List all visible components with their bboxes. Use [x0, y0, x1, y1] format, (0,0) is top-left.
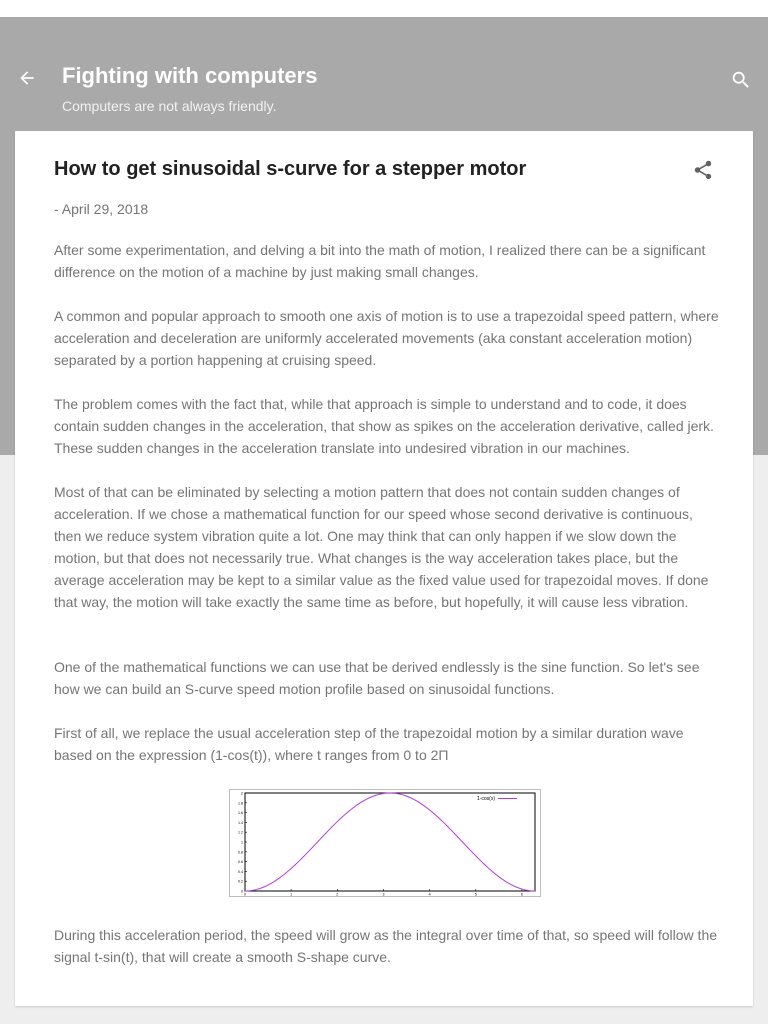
post-paragraph-6: First of all, we replace the usual acceleration step of the trapezoidal motion by a similar duration wave based on the expression (1-cos(t)), where t ranges from 0 to 2Π: [54, 725, 684, 763]
x-tick-label: 6: [520, 892, 523, 897]
back-button[interactable]: [14, 65, 40, 91]
share-button[interactable]: [691, 158, 715, 182]
post-paragraph-5: One of the mathematical functions we can use that be derived endlessly is the sine function. So let's see how we can build an S-curve speed motion profile based on sinusoidal functions.: [54, 659, 700, 697]
post-paragraph-3: The problem comes with the fact that, while that approach is simple to understand and to code, it does contain sudden changes in the acceleration, that show as spikes on the acceleration derivative, called jerk. These sudden changes in the acceleration translate into undesired vibration in our machines.: [54, 396, 714, 456]
post-title[interactable]: How to get sinusoidal s-curve for a stepper motor: [54, 158, 527, 180]
arrow-back-icon: [17, 68, 37, 88]
search-button[interactable]: [728, 67, 754, 93]
x-tick-label: 0: [244, 892, 246, 897]
y-tick-label: 0.2: [238, 879, 243, 884]
y-tick-label: 2: [241, 791, 243, 796]
y-tick-label: 1.8: [238, 801, 243, 806]
blog-title[interactable]: Fighting with computers: [62, 63, 318, 88]
share-icon: [692, 159, 714, 181]
post-paragraph-1: After some experimentation, and delving a bit into the math of motion, I realized there can be a significant difference on the motion of a machine by just making small changes.: [54, 242, 706, 280]
blog-description: Computers are not always friendly.: [62, 98, 277, 114]
y-tick-label: 1: [241, 840, 243, 845]
y-tick-label: 0: [241, 889, 243, 894]
cosine-plot: [229, 789, 541, 897]
y-tick-label: 0.6: [238, 860, 243, 865]
post-date[interactable]: - April 29, 2018: [54, 201, 149, 217]
y-tick-label: 1.2: [238, 830, 243, 835]
post-paragraph-7: During this acceleration period, the speed will grow as the integral over time of that, so speed will follow the signal t-sin(t), that will create a smooth S-shape curve.: [54, 927, 718, 965]
cosine-plot-figure[interactable]: [229, 789, 541, 897]
y-tick-label: 0.8: [238, 850, 243, 855]
top-strip: [0, 0, 768, 17]
y-tick-label: 1.4: [238, 820, 243, 825]
x-tick-label: 1: [290, 892, 293, 897]
x-tick-label: 3: [382, 892, 385, 897]
x-tick-label: 2: [336, 892, 339, 897]
y-tick-label: 0.4: [238, 869, 243, 874]
post-paragraph-4: Most of that can be eliminated by selecting a motion pattern that does not contain sudden changes of acceleration. If we chose a mathematical function for our speed whose second derivative is continuous, then we reduce system vibration quite a lot. One may think that can only happen if we slow down the motion, but that does not necessarily true. What changes is the way acceleration takes place, but the average acceleration may be kept to a similar value as the fixed value used for trapezoidal moves. If done that way, the motion will take exactly the same time as before, but hopefully, it will cause less vibration.: [54, 484, 709, 610]
search-icon: [730, 69, 752, 91]
post-card: [15, 131, 753, 1006]
x-tick-label: 4: [428, 892, 431, 897]
post-paragraph-2: A common and popular approach to smooth one axis of motion is to use a trapezoidal speed pattern, where acceleration and deceleration are uniformly accelerated movements (aka constant acceleration motion) separated by a portion happening at cruising speed.: [54, 308, 719, 368]
plot-legend-label: 1-cos(x): [476, 796, 495, 802]
y-tick-label: 1.6: [238, 811, 243, 816]
x-tick-label: 5: [474, 892, 477, 897]
